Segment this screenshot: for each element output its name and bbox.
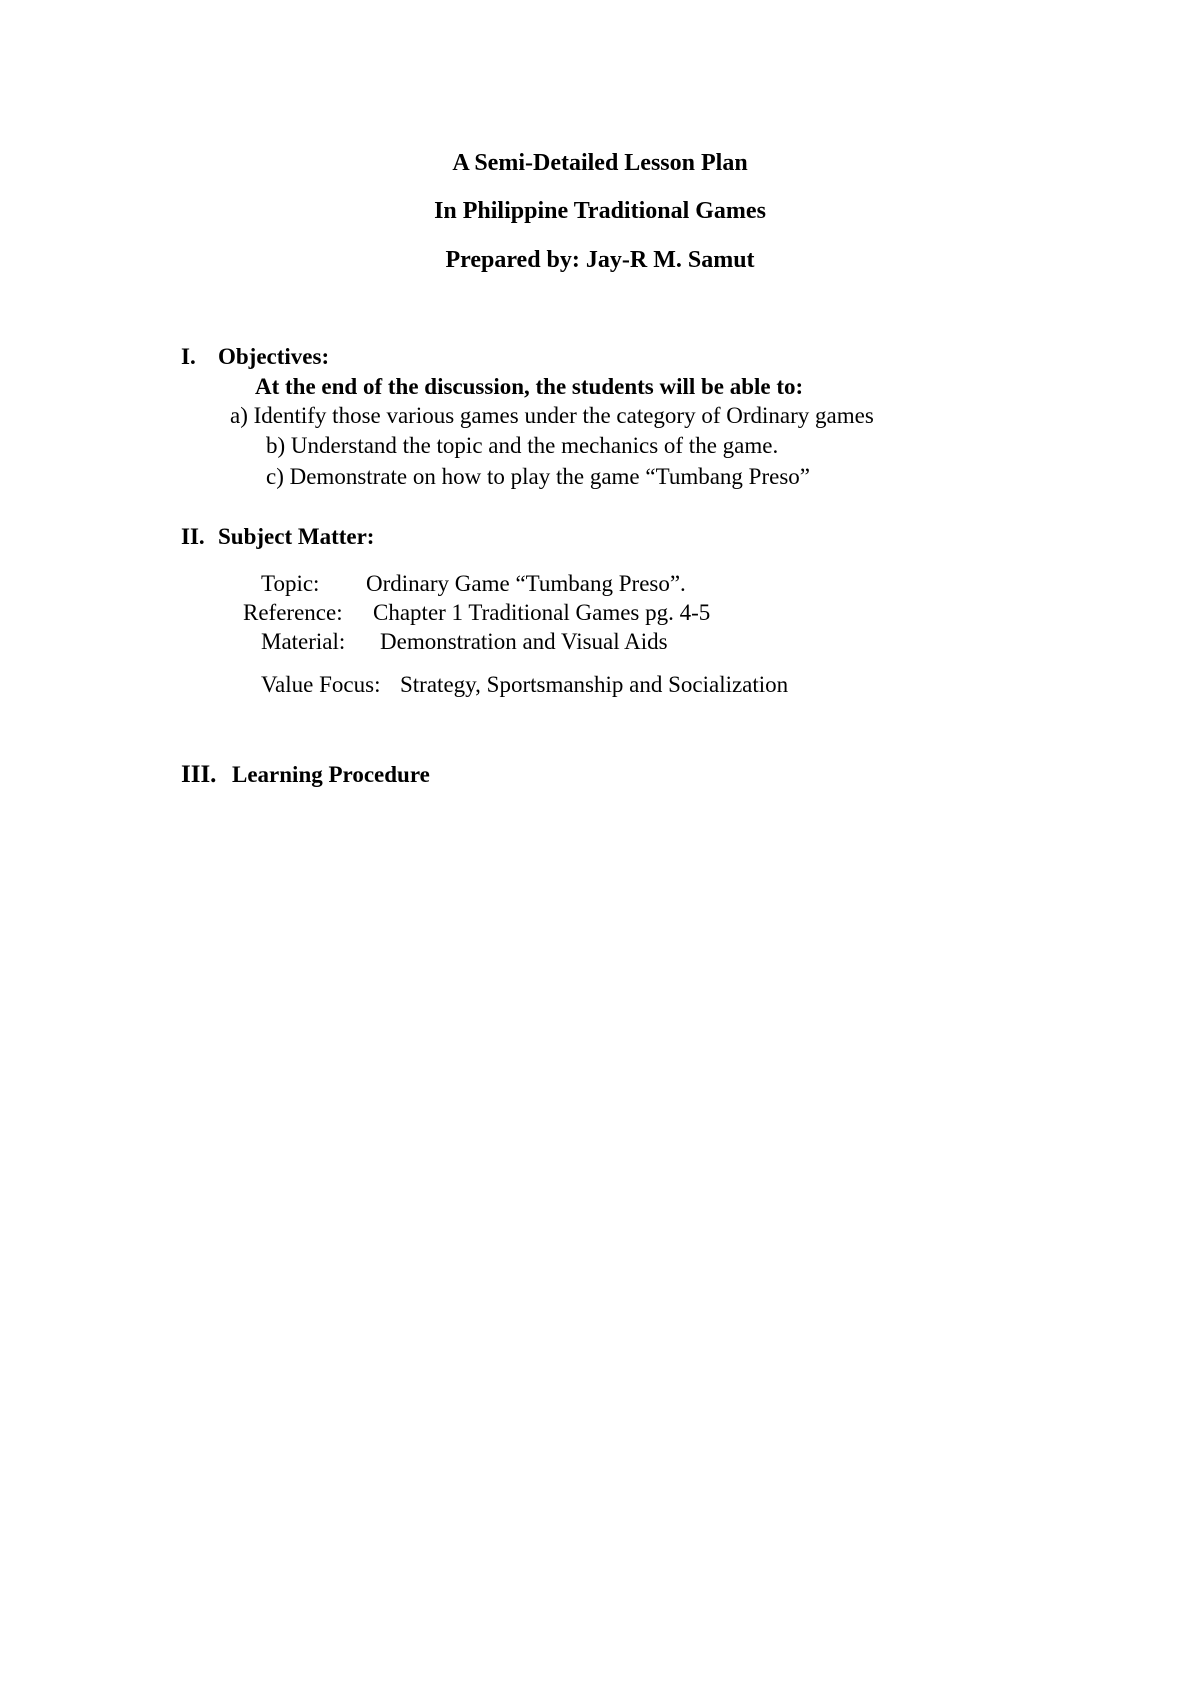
value-focus-value: Strategy, Sportsmanship and Socialization <box>400 672 789 697</box>
learning-procedure-heading: Learning Procedure <box>232 762 430 787</box>
section-numeral-1: I. <box>181 344 196 369</box>
section-numeral-2: II. <box>181 524 205 549</box>
doc-title: A Semi-Detailed Lesson Plan <box>452 150 748 176</box>
objectives-heading: Objectives: <box>218 344 330 369</box>
doc-subtitle: In Philippine Traditional Games <box>434 198 766 224</box>
value-focus-label: Value Focus: <box>261 672 381 697</box>
section-numeral-3: III. <box>181 761 217 788</box>
objective-item-c: c) Demonstrate on how to play the game “Tumbang Preso” <box>266 464 811 489</box>
objective-item-a: a) Identify those various games under the category of Ordinary games <box>230 403 874 428</box>
reference-label: Reference: <box>243 600 343 625</box>
objective-item-b: b) Understand the topic and the mechanics of the game. <box>266 433 779 458</box>
material-value: Demonstration and Visual Aids <box>380 629 668 654</box>
material-label: Material: <box>261 629 346 654</box>
subject-matter-heading: Subject Matter: <box>218 524 375 549</box>
topic-value: Ordinary Game “Tumbang Preso”. <box>366 571 686 596</box>
doc-author: Prepared by: Jay-R M. Samut <box>445 247 755 273</box>
topic-label: Topic: <box>261 571 320 596</box>
objectives-intro: At the end of the discussion, the students will be able to: <box>255 374 804 399</box>
reference-value: Chapter 1 Traditional Games pg. 4-5 <box>373 600 711 625</box>
